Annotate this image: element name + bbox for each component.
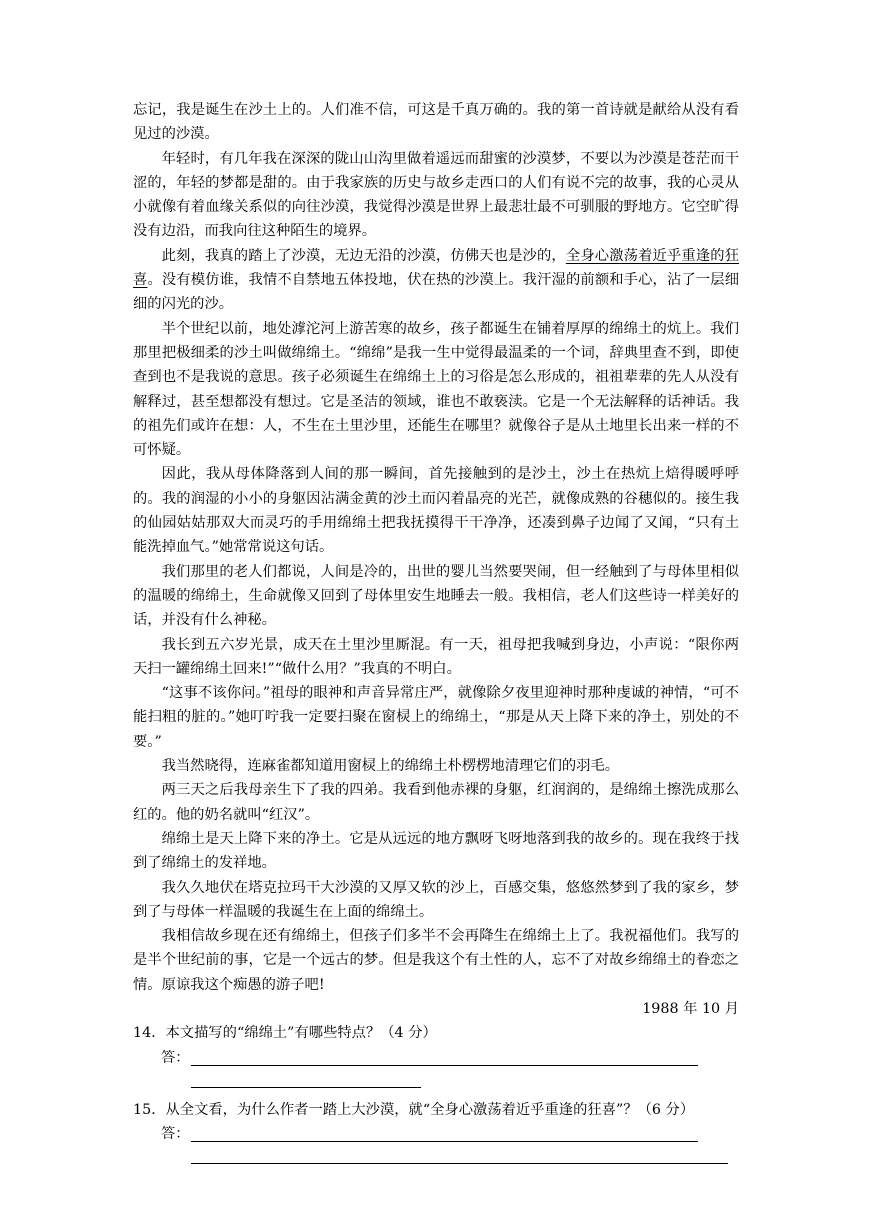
paragraph-10: 绵绵土是天上降下来的净土。它是从远远的地方飘呀飞呀地落到我的故乡的。现在我终于找到了绵绵土的发祥地。 — [133, 830, 739, 872]
answer-15-label: 答： — [161, 1125, 190, 1142]
answer-14-line-1 — [161, 1046, 739, 1070]
paragraph-2-text-a: 此刻，我真的踏上了沙漠，无边无沿的沙漠，仿佛天也是沙的， — [161, 247, 566, 264]
paragraph-12: 我相信故乡现在还有绵绵土，但孩子们多半不会再降生在绵绵土上了。我祝福他们。我写的是半个世纪前的事，它是一个远古的梦。但是我这个有土性的人，忘不了对故乡绵绵土的眷恋之情。原谅我这个痴愚的游子吧! — [133, 928, 739, 993]
paragraph-8: 我当然晓得，连麻雀都知道用窗棂上的绵绵土朴楞楞地清理它们的羽毛。 — [161, 758, 620, 775]
underlined-phrase: 全身心激荡着近乎重逢的狂喜 — [133, 247, 739, 289]
paragraph-5: 我们那里的老人们都说，人间是冷的，出世的婴儿当然要哭闹，但一经触到了与母体里相似的温暖的绵绵土，生命就像又回到了母体里安生地睡去一般。我相信，老人们这些诗一样美好的话，并没有什么神秘。 — [133, 563, 739, 629]
paragraph-9: 两三天之后我母亲生下了我的四弟。我看到他赤裸的身躯，红润润的，是绵绵土擦洗成那么红的。他的奶名就叫“红汉”。 — [133, 782, 739, 823]
answer-15-line-1 — [161, 1122, 739, 1146]
article-date: 1988 年 10 月 — [642, 1000, 739, 1017]
answer-15-line-2 — [161, 1146, 739, 1170]
answer-14-line-2 — [161, 1070, 739, 1094]
paragraph-4: 因此，我从母体降落到人间的那一瞬间，首先接触到的是沙土，沙土在热炕上焙得暖呼呼的。我的润湿的小小的身躯因沾满金黄的沙土而闪着晶亮的光芒，就像成熟的谷穗似的。接生我的仙园姑姑那双大而灵巧的手用绵绵土把我抚摸得干干净净，还凑到鼻子边闻了又闻，“只有土能洗掉血气。”她常常说这句话。 — [133, 466, 739, 556]
paragraph-11: 我久久地伏在塔克拉玛干大沙漠的又厚又软的沙上，百感交集，悠悠然梦到了我的家乡，梦到了与母体一样温暖的我诞生在上面的绵绵土。 — [133, 879, 739, 920]
answer-15-underline-2[interactable] — [191, 1163, 728, 1164]
paragraph-2-text-b: 。没有模仿谁，我情不自禁地五体投地，伏在热的沙漠上。我汗湿的前额和手心，沾了一层细细的闪光的沙。 — [133, 272, 740, 313]
document-page — [133, 98, 739, 1170]
paragraph-0: 忘记，我是诞生在沙土上的。人们准不信，可这是千真万确的。我的第一首诗就是献给从没有看见过的沙漠。 — [133, 102, 739, 143]
question-15: 15．从全文看，为什么作者一踏上大沙漠，就“全身心激荡着近乎重逢的狂喜”？（6 分） — [133, 1101, 695, 1118]
paragraph-7: “这事不该你问。”祖母的眼神和声音异常庄严，就像除夕夜里迎神时那种虔诚的神情，“可不能扫粗的脏的。”她叮咛我一定要扫聚在窗棂上的绵绵土，“那是从天上降下来的净土，别处的不要。” — [133, 685, 739, 750]
question-14: 14．本文描写的“绵绵土”有哪些特点？（4 分） — [133, 1025, 437, 1042]
paragraph-6: 我长到五六岁光景，成天在土里沙里厮混。有一天，祖母把我喊到身边，小声说：“限你两天扫一罐绵绵土回来!”“做什么用？”我真的不明白。 — [133, 636, 739, 677]
paragraph-2 — [133, 244, 739, 317]
paragraph-1: 年轻时，有几年我在深深的陇山山沟里做着遥远而甜蜜的沙漠梦，不要以为沙漠是苍茫而干涩的，年轻的梦都是甜的。由于我家族的历史与故乡走西口的人们有说不完的故事，我的心灵从小就像有着血缘关系似的向往沙漠，我觉得沙漠是世界上最悲壮最不可驯服的野地方。它空旷得没有边沿，而我向往这种陌生的境界。 — [133, 150, 739, 240]
paragraph-3: 半个世纪以前，地处滹沱河上游苦寒的故乡，孩子都诞生在铺着厚厚的绵绵土的炕上。我们那里把极细柔的沙土叫做绵绵土。“绵绵”是我一生中觉得最温柔的一个词，辞典里查不到，即使查到也不是我说的意思。孩子必须诞生在绵绵土上的习俗是怎么形成的，祖祖辈辈的先人从没有解释过，甚至想都没有想过。它是圣洁的领域，谁也不敢亵渎。它是一个无法解释的话神话。我的祖先们或许在想：人，不生在土里沙里，还能生在哪里？就像谷子是从土地里长出来一样的不可怀疑。 — [133, 320, 739, 459]
answer-14-underline-1[interactable] — [191, 1065, 698, 1066]
answer-15-underline-1[interactable] — [191, 1141, 698, 1142]
answer-14-underline-2[interactable] — [191, 1087, 421, 1088]
answer-14-label: 答： — [161, 1049, 190, 1066]
